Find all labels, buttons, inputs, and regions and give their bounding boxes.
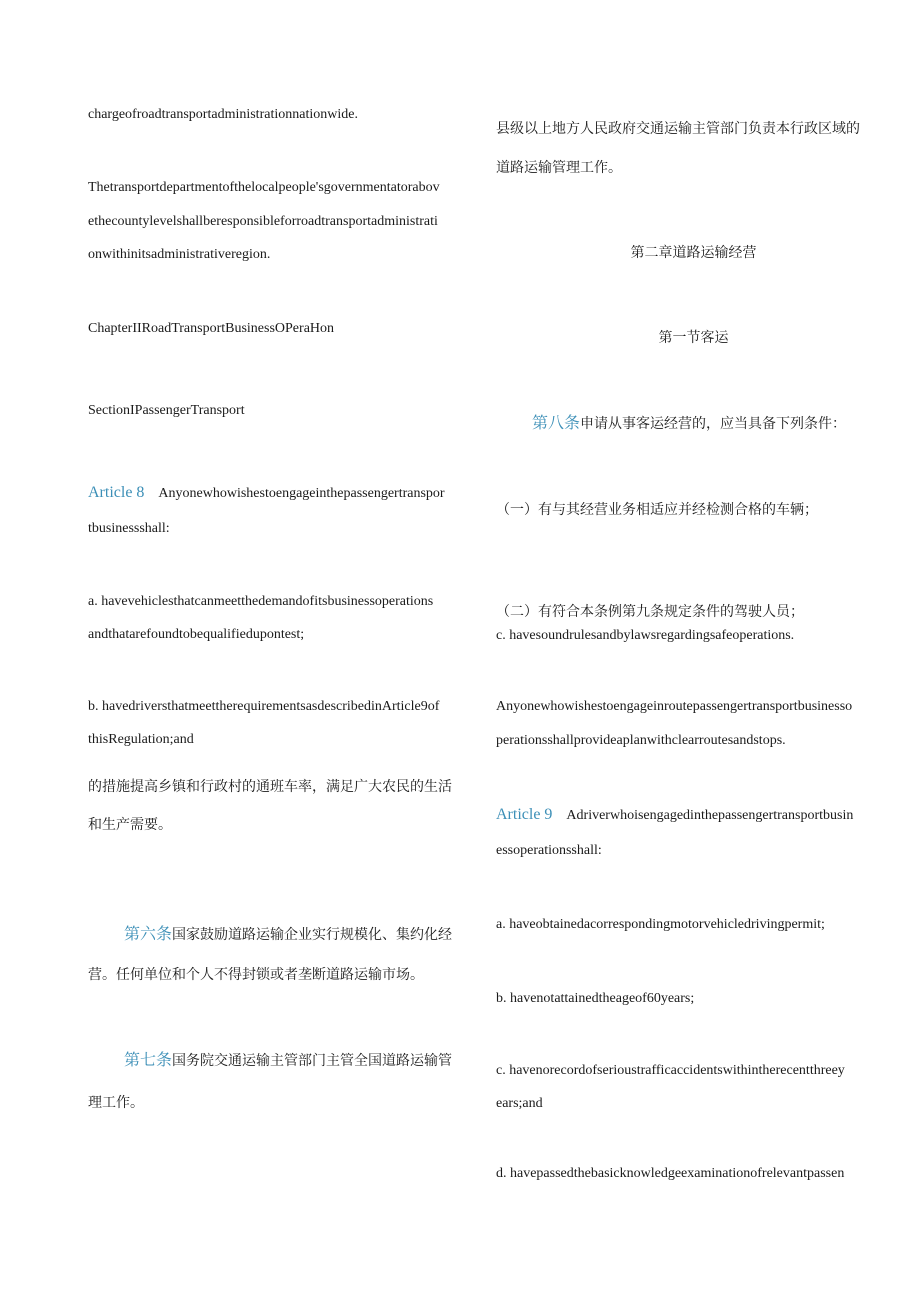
left-line-14: 和生产需要。 <box>88 818 172 833</box>
section-heading-en: SectionIPassengerTransport <box>88 403 245 418</box>
left-line-18: 理工作。 <box>88 1096 144 1111</box>
right-line-1: 县级以上地方人民政府交通运输主管部门负责本行政区域的 <box>496 122 860 137</box>
right-line-10: perationsshallprovideaplanwithclearroutesandstops. <box>496 733 786 748</box>
article-8-cn-line <box>532 415 846 434</box>
right-line-16: ears;and <box>496 1096 543 1111</box>
right-line-7: （二）有符合本条例第九条规定条件的驾驶人员； <box>496 605 804 620</box>
article-7-text: 国务院交通运输主管部门主管全国道路运输管 <box>172 1054 453 1069</box>
left-line-3: ethecountylevelshallberesponsibleforroadtransportadministrati <box>88 214 438 229</box>
right-line-6: （一）有与其经营业务相适应并经检测合格的车辆； <box>496 503 818 518</box>
right-line-2: 道路运输管理工作。 <box>496 161 622 176</box>
right-line-8: c. havesoundrulesandbylawsregardingsafeoperations. <box>496 628 795 643</box>
right-line-12: essoperationsshall: <box>496 843 602 858</box>
left-line-10: andthatarefoundtobequalifiedupontest; <box>88 627 305 642</box>
left-line-2: Thetransportdepartmentofthelocalpeople'sgovernmentatorabov <box>88 180 440 195</box>
left-line-8: tbusinessshall: <box>88 521 170 536</box>
article-8-cn-label: 第八条 <box>532 415 581 432</box>
section-heading-cn: 第一节客运 <box>658 331 729 346</box>
right-line-17: d. havepassedthebasicknowledgeexaminationofrelevantpassen <box>496 1166 845 1181</box>
left-line-12: thisRegulation;and <box>88 732 194 747</box>
right-line-13: a. haveobtainedacorrespondingmotorvehicledrivingpermit; <box>496 917 825 932</box>
article-6-text: 国家鼓励道路运输企业实行规模化、集约化经 <box>172 928 453 943</box>
left-line-11: b. havedriversthatmeettherequirementsasdescribedinArticle9of <box>88 699 440 714</box>
article-6-line <box>124 926 452 945</box>
article-8-text: Anyonewhowishestoengageinthepassengertranspor <box>158 486 445 501</box>
article-7-label: 第七条 <box>124 1052 173 1069</box>
article-9-text: Adriverwhoisengagedinthepassengertransportbusin <box>566 808 854 823</box>
article-8-cn-text: 申请从事客运经营的，应当具备下列条件： <box>580 417 847 432</box>
left-line-4: onwithinitsadministrativeregion. <box>88 247 271 262</box>
article-9-line <box>496 806 853 825</box>
left-line-9: a. havevehiclesthatcanmeetthedemandofitsbusinessoperations <box>88 594 434 609</box>
left-line-16: 营。任何单位和个人不得封锁或者垄断道路运输市场。 <box>88 968 424 983</box>
chapter-heading-cn: 第二章道路运输经营 <box>630 246 757 261</box>
left-line-1: chargeofroadtransportadministrationnationwide. <box>88 107 358 122</box>
chapter-heading-en: ChapterIIRoadTransportBusinessOPeraHon <box>88 321 335 336</box>
right-line-14: b. havenotattainedtheageof60years; <box>496 991 695 1006</box>
article-6-label: 第六条 <box>124 926 173 943</box>
article-9-label: Article 9 <box>496 806 553 823</box>
left-line-13: 的措施提高乡镇和行政村的通班车率，满足广大农民的生活 <box>88 780 452 795</box>
article-8-line <box>88 484 445 503</box>
right-line-9: Anyonewhowishestoengageinroutepassengertransportbusinesso <box>496 699 853 714</box>
article-8-label: Article 8 <box>88 484 145 501</box>
right-line-15: c. havenorecordofserioustrafficaccidentswithintherecentthreey <box>496 1063 845 1078</box>
article-7-line <box>124 1052 452 1071</box>
